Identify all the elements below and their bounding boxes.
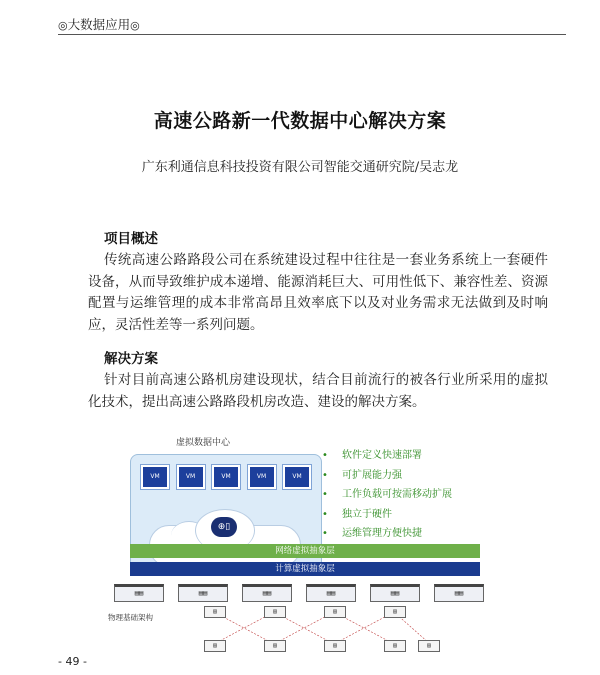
circle-bullet-icon: ◎ (130, 19, 140, 32)
bullet-dot-icon: • (322, 508, 328, 520)
bullet-dot-icon: • (322, 489, 328, 500)
server-row (114, 584, 484, 602)
server-icon: ▤▤ (306, 584, 356, 602)
bullet-dot-icon: • (322, 469, 328, 481)
server-icon: ▤▤ (434, 584, 484, 602)
feature-text: 工作负载可按需移动扩展 (342, 489, 452, 500)
article-title: 高速公路新一代数据中心解决方案 (153, 110, 447, 132)
network-node-icon: ▤ (418, 640, 440, 652)
feature-text: 软件定义快速部署 (342, 450, 422, 461)
network-node-icon: ▤ (264, 606, 286, 618)
feature-item (322, 485, 452, 505)
network-node-icon: ▤ (384, 640, 406, 652)
running-header (58, 10, 566, 35)
header-label (58, 15, 140, 33)
architecture-figure (100, 432, 500, 657)
hub-icon: ⊕▯ (211, 517, 237, 537)
compute-abstraction-layer: 计算虚拟抽象层 (130, 562, 480, 576)
page-number: - 49 - (58, 655, 87, 668)
paragraph-overview: 传统高速公路路段公司在系统建设过程中往往是一套业务系统上一套硬件设备，从而导致维护成本递增、能源消耗巨大、可用性低下、兼容性差、资源配置与运维管理的成本非常高昂且效率底下以及对业务需求无法做到及时响应，灵活性差等一系列问题。 (88, 252, 548, 333)
vm-icon: VM (177, 465, 205, 489)
feature-text: 独立于硬件 (342, 508, 392, 520)
circle-bullet-icon: ◎ (58, 19, 68, 32)
feature-text: 运维管理方便快捷 (342, 528, 422, 539)
feature-item (322, 466, 452, 486)
network-node-icon: ▤ (324, 606, 346, 618)
feature-item (322, 524, 452, 544)
network-node-icon: ▤ (324, 640, 346, 652)
server-icon: ▤▤ (370, 584, 420, 602)
network-topology (204, 604, 440, 654)
paragraph-solution: 针对目前高速公路机房建设现状，结合目前流行的被各行业所采用的虚拟化技术，提出高速公路路段机房改造、建设的解决方案。 (88, 372, 548, 410)
network-node-icon: ▤ (384, 606, 406, 618)
vm-icon: VM (248, 465, 276, 489)
vm-icon: VM (283, 465, 311, 489)
section-heading-overview: 项目概述 (104, 231, 158, 247)
vm-icon: VM (141, 465, 169, 489)
server-icon: ▤▤ (114, 584, 164, 602)
author-line: 广东利通信息科技投资有限公司智能交通研究院/吴志龙 (141, 160, 459, 175)
network-node-icon: ▤ (264, 640, 286, 652)
bullet-dot-icon: • (322, 450, 328, 461)
feature-item (322, 505, 452, 525)
physical-infrastructure-label: 物理基础架构 (108, 613, 153, 622)
feature-list (322, 446, 452, 544)
server-icon: ▤▤ (178, 584, 228, 602)
network-node-icon: ▤ (204, 640, 226, 652)
virtual-datacenter-title: 虚拟数据中心 (176, 438, 231, 448)
network-node-icon: ▤ (204, 606, 226, 618)
feature-item (322, 446, 452, 466)
bullet-dot-icon: • (322, 528, 328, 539)
vm-icon: VM (212, 465, 240, 489)
feature-text: 可扩展能力强 (342, 469, 402, 481)
section-heading-solution: 解决方案 (104, 351, 158, 367)
vm-row (141, 465, 311, 489)
network-abstraction-layer: 网络虚拟抽象层 (130, 544, 480, 558)
server-icon: ▤▤ (242, 584, 292, 602)
header-text: 大数据应用 (67, 17, 131, 32)
